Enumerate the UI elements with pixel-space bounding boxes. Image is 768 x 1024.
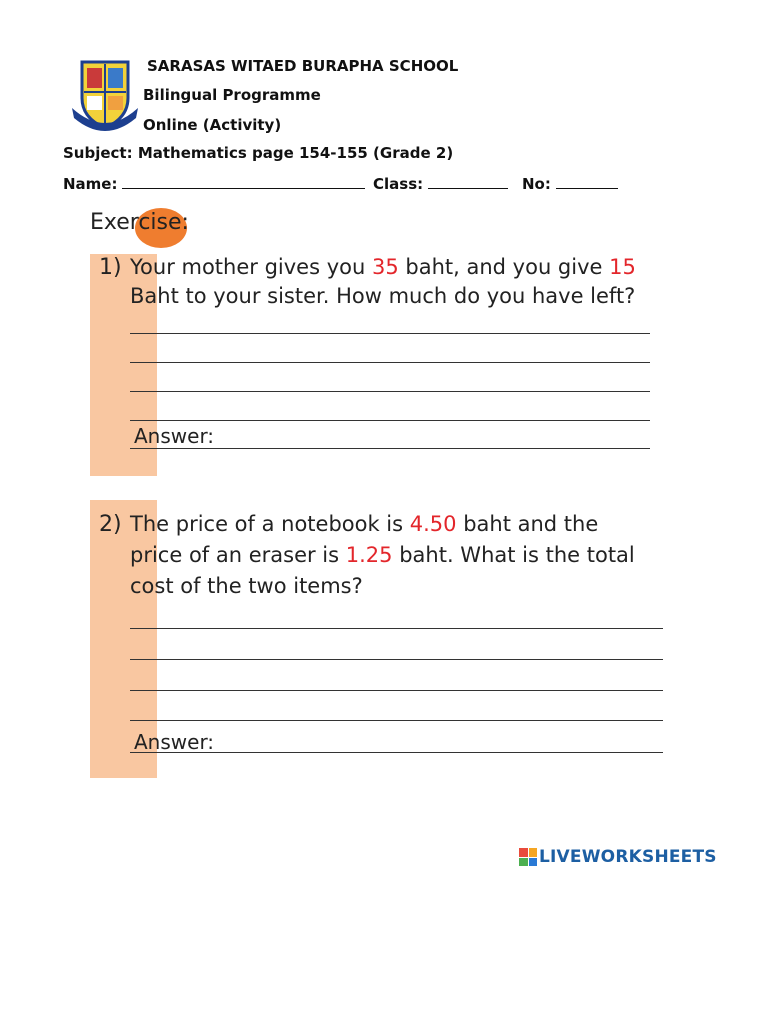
school-name: SARASAS WITAED BURAPHA SCHOOL: [147, 57, 459, 75]
question-2-work-line[interactable]: [130, 690, 663, 691]
notebook-price: 4.50: [409, 512, 457, 536]
question-2-work-line[interactable]: [130, 628, 663, 629]
question-1-answer-label: Answer:: [134, 424, 215, 448]
amount-35: 35: [371, 255, 399, 279]
exercise-title: Exercise:: [90, 210, 189, 235]
question-1-answer-line[interactable]: [130, 448, 650, 449]
question-2-answer-label: Answer:: [134, 730, 215, 754]
name-blank[interactable]: [122, 174, 365, 189]
liveworksheets-logo-text: LIVEWORKSHEETS: [539, 847, 717, 867]
name-label: Name:: [63, 175, 118, 193]
liveworksheets-logo[interactable]: [519, 847, 717, 867]
question-1-work-line[interactable]: [130, 420, 650, 421]
question-2-number: 2): [99, 512, 122, 537]
class-label: Class:: [373, 175, 424, 193]
question-1-work-line[interactable]: [130, 362, 650, 363]
question-1-work-line[interactable]: [130, 333, 650, 334]
liveworksheets-grid-icon: [519, 848, 537, 866]
no-field: [522, 174, 618, 193]
school-crest-logo: [70, 58, 140, 134]
name-field: [63, 174, 365, 193]
amount-15: 15: [609, 255, 636, 279]
question-2-work-line[interactable]: [130, 659, 663, 660]
question-1-number: 1): [99, 255, 122, 280]
subject-line: Subject: Mathematics page 154-155 (Grade 2): [63, 144, 454, 162]
class-blank[interactable]: [428, 174, 508, 189]
eraser-price: 1.25: [345, 543, 393, 567]
question-1-line-2: Baht to your sister. How much do you have left?: [130, 284, 636, 308]
question-1-line-1: Your mother gives you 35 baht, and you give 15: [130, 255, 636, 279]
question-2-line-3: cost of the two items?: [130, 574, 363, 598]
mode-label: Online (Activity): [143, 116, 282, 134]
programme-label: Bilingual Programme: [143, 86, 321, 104]
question-2-work-line[interactable]: [130, 720, 663, 721]
question-1-work-line[interactable]: [130, 391, 650, 392]
question-2-answer-line[interactable]: [130, 752, 663, 753]
class-field: [373, 174, 508, 193]
question-2-line-1: The price of a notebook is 4.50 baht and the: [130, 512, 599, 536]
question-2-line-2: price of an eraser is 1.25 baht. What is the total: [130, 543, 635, 567]
no-label: No:: [522, 175, 551, 193]
no-blank[interactable]: [556, 174, 618, 189]
